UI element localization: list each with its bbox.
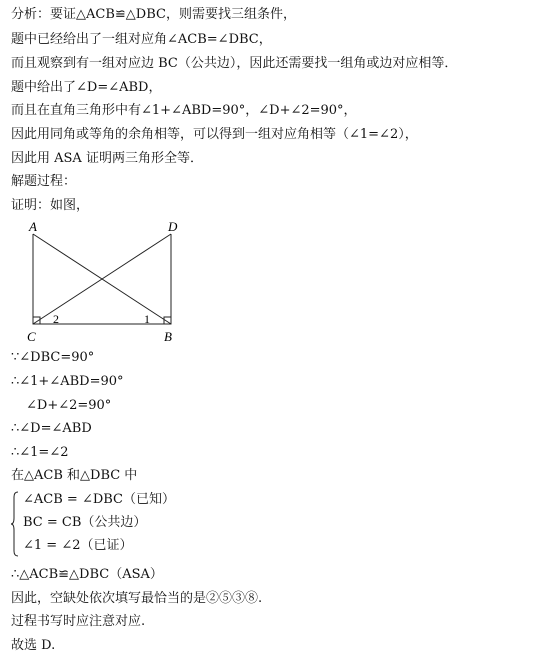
analysis-line-6: 因此用同角或等角的余角相等，可以得到一组对应角相等（∠1=∠2）， [11, 127, 418, 142]
condition-system [11, 491, 211, 557]
analysis-line-5: 而且在直角三角形中有∠1+∠ABD=90°，∠D+∠2=90°， [11, 103, 357, 118]
analysis-line-3: 而且观察到有一组对应边 BC（公共边），因此还需要找一组角或边对应相等． [11, 56, 458, 71]
proof-line-1: ∵∠DBC=90° [11, 350, 95, 365]
geometry-svg [20, 220, 190, 346]
proof-line-4: ∴∠D=∠ABD [11, 421, 92, 436]
label-c: C [27, 329, 36, 344]
conclusion-line-1: ∴△ACB≌△DBC（ASA） [11, 567, 163, 582]
proof-line-2: ∴∠1+∠ABD=90° [11, 374, 124, 389]
analysis-line-1: 分析：要证△ACB≌△DBC，则需要找三组条件， [11, 7, 296, 22]
proof-line-6: 在△ACB 和△DBC 中 [11, 468, 138, 483]
conclusion-line-2: 因此，空缺处依次填写最恰当的是②⑤③⑧. [11, 591, 263, 606]
geometry-figure [20, 220, 190, 346]
label-angle-1: 1 [144, 312, 150, 326]
label-b: B [164, 329, 172, 344]
label-d: D [168, 220, 178, 234]
final-answer: 故选 D. [11, 638, 56, 653]
analysis-line-4: 题中给出了∠D=∠ABD， [11, 80, 162, 95]
condition-2: BC = CB（公共边） [23, 515, 147, 530]
conclusion-line-3: 过程书写时应注意对应. [11, 614, 146, 629]
left-brace-icon [11, 491, 19, 557]
condition-1: ∠ACB = ∠DBC（已知） [23, 492, 175, 507]
proof-line-5: ∴∠1=∠2 [11, 445, 69, 460]
solution-heading: 解题过程： [11, 174, 77, 189]
condition-3: ∠1 = ∠2（已证） [23, 538, 133, 553]
proof-intro: 证明：如图， [11, 198, 90, 213]
analysis-line-7: 因此用 ASA 证明两三角形全等． [11, 151, 203, 166]
analysis-line-2: 题中已经给出了一组对应角∠ACB=∠DBC， [11, 32, 272, 47]
proof-line-3: ∠D+∠2=90° [26, 398, 112, 413]
label-a: A [29, 220, 37, 234]
label-angle-2: 2 [53, 312, 59, 326]
